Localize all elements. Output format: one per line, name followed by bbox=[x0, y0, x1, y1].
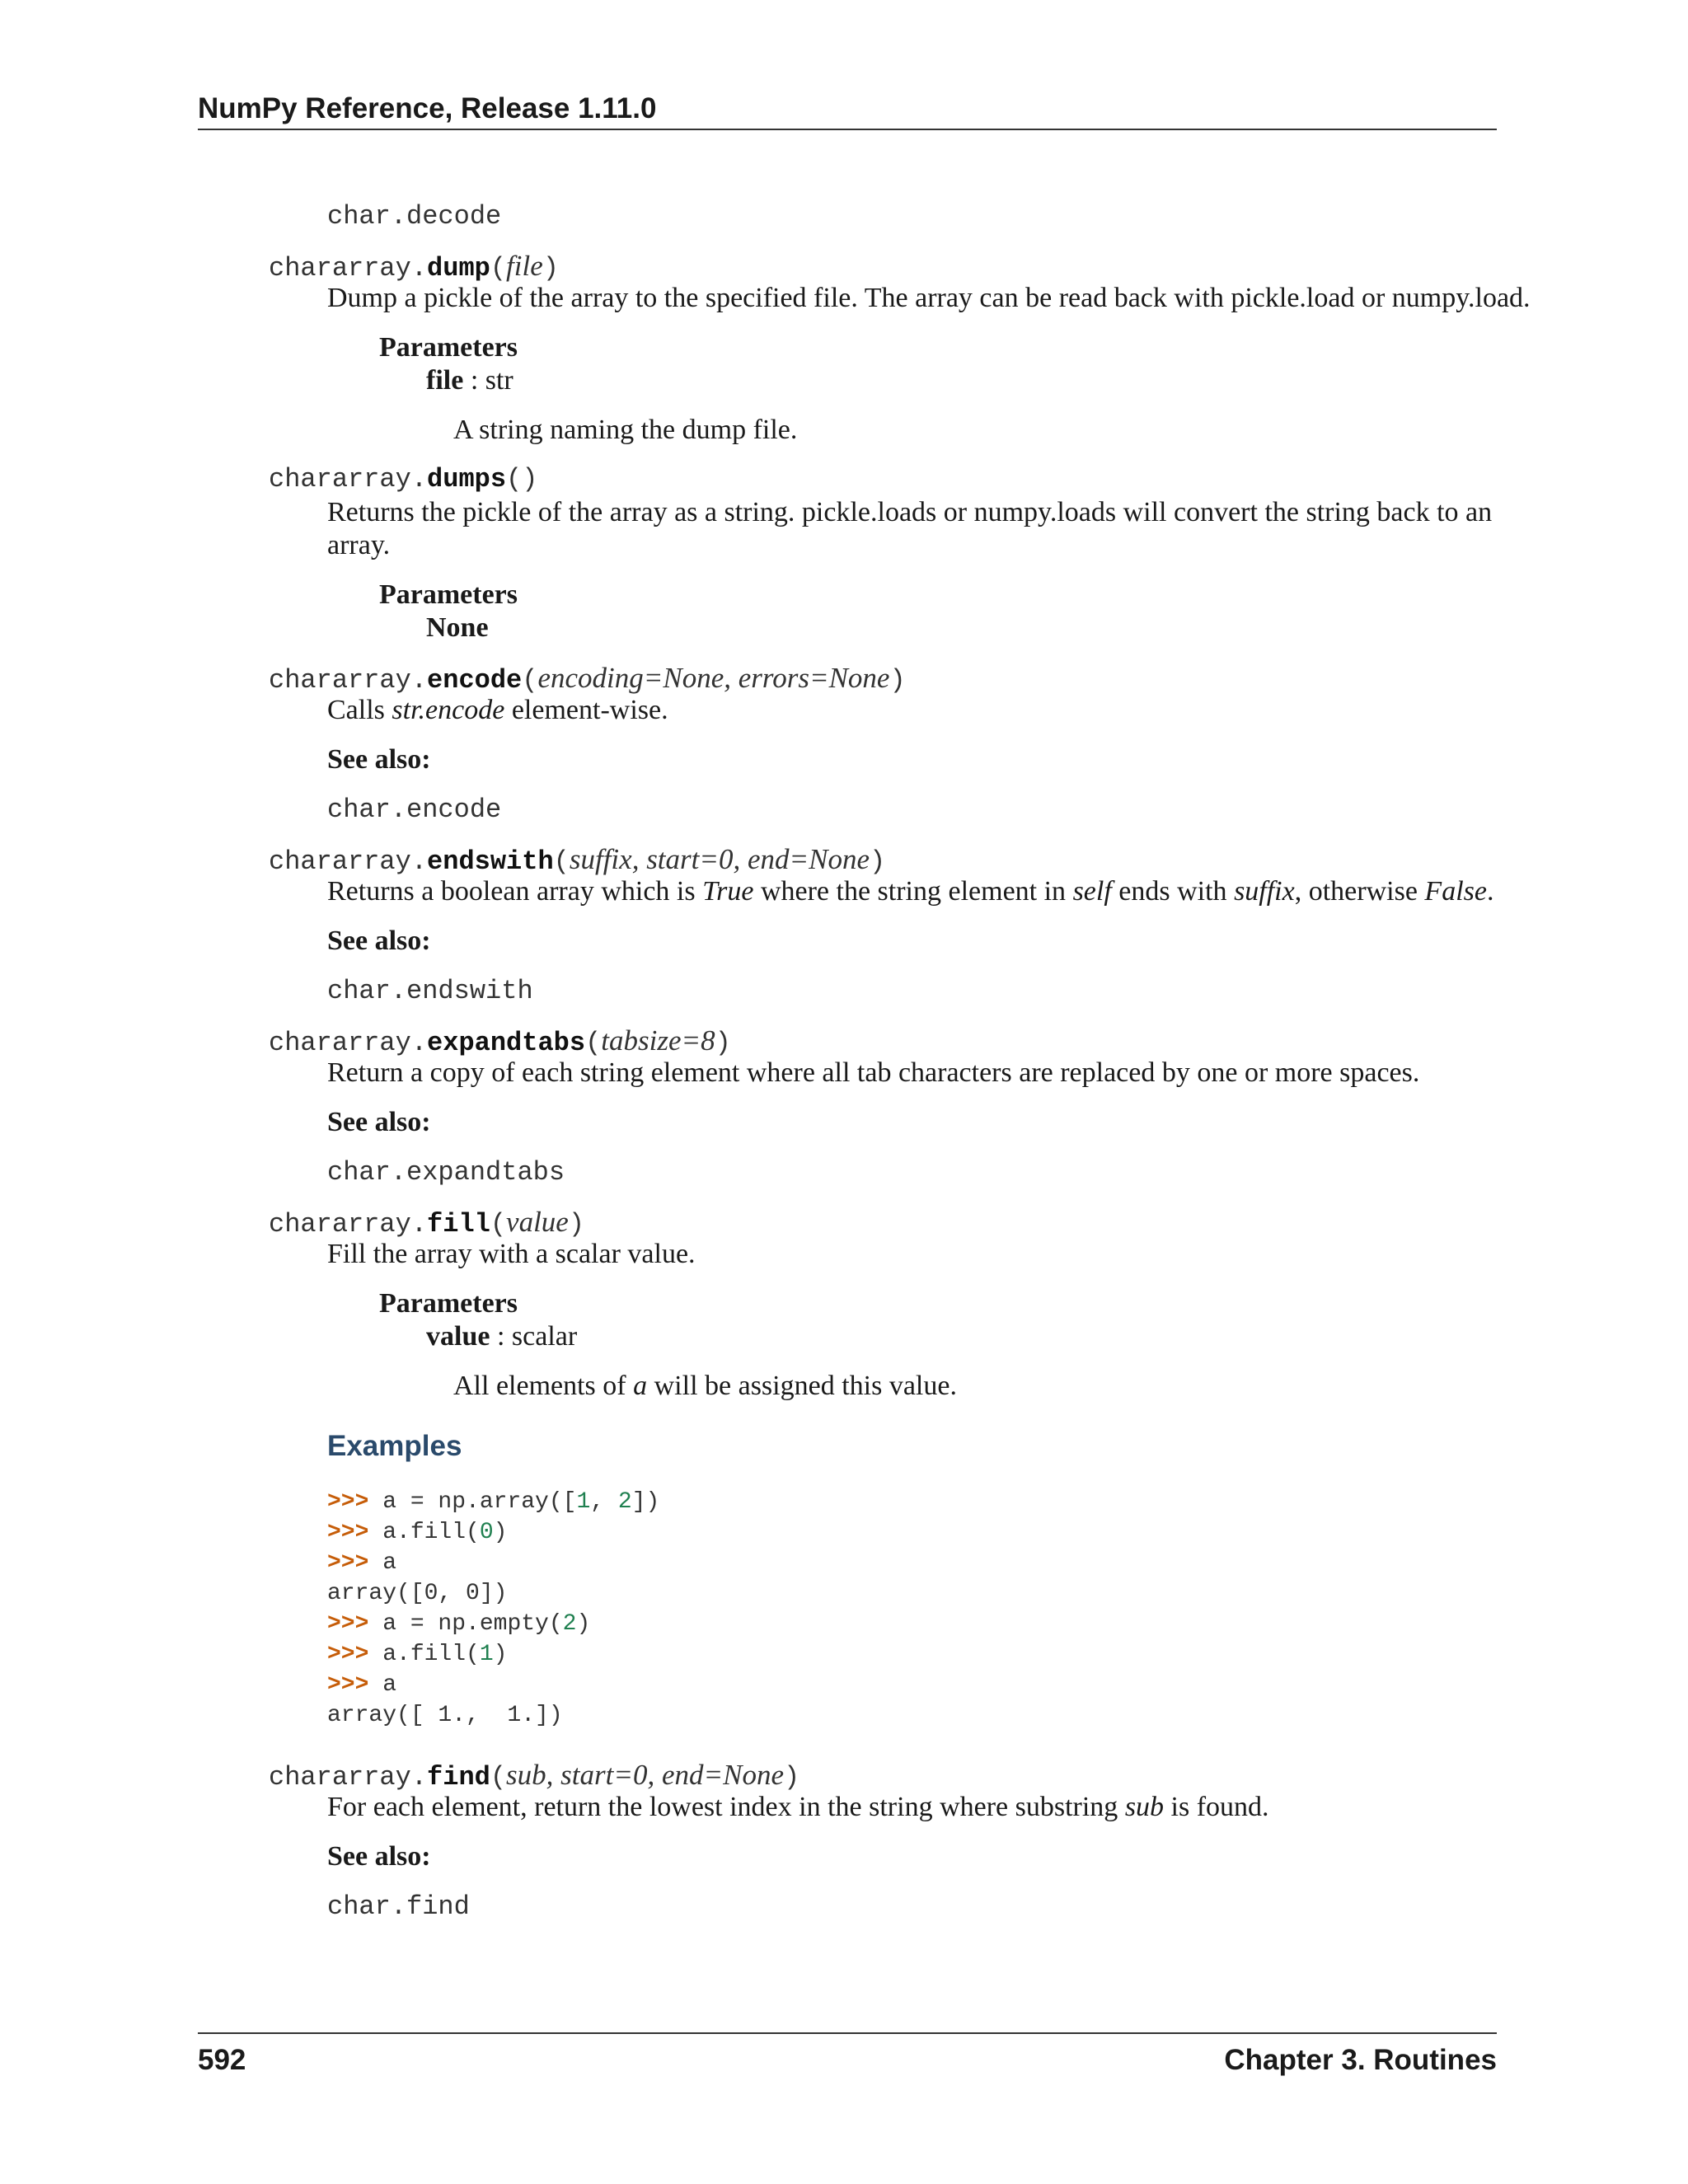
expandtabs-seealso-heading: See also: bbox=[327, 1107, 431, 1137]
dumps-signature: chararray.dumps() bbox=[269, 464, 538, 494]
find-seealso-ref[interactable]: char.find bbox=[327, 1891, 470, 1922]
chapter-title: Chapter 3. Routines bbox=[1224, 2044, 1497, 2076]
dump-parameters-heading: Parameters bbox=[379, 332, 518, 363]
encode-seealso-heading: See also: bbox=[327, 744, 431, 775]
code-line: >>> a = np.array([1, 2]) bbox=[327, 1489, 660, 1515]
page-number: 592 bbox=[198, 2044, 246, 2076]
expandtabs-seealso-ref[interactable]: char.expandtabs bbox=[327, 1157, 565, 1188]
fill-param-value: value : scalar bbox=[426, 1321, 578, 1352]
code-line: >>> a bbox=[327, 1550, 397, 1576]
dump-param-file: file : str bbox=[426, 365, 513, 396]
find-seealso-heading: See also: bbox=[327, 1841, 431, 1872]
page-header-title: NumPy Reference, Release 1.11.0 bbox=[198, 92, 657, 124]
code-line: >>> a.fill(1) bbox=[327, 1642, 508, 1667]
code-line: >>> a bbox=[327, 1672, 397, 1698]
find-signature: chararray.find(sub, start=0, end=None) bbox=[269, 1759, 800, 1793]
encode-description: Calls str.encode element-wise. bbox=[327, 695, 668, 725]
expandtabs-signature: chararray.expandtabs(tabsize=8) bbox=[269, 1024, 731, 1058]
fill-signature: chararray.fill(value) bbox=[269, 1206, 585, 1240]
dumps-parameters-heading: Parameters bbox=[379, 579, 518, 610]
dumps-description-line2: array. bbox=[327, 530, 391, 560]
encode-seealso-ref[interactable]: char.encode bbox=[327, 794, 502, 825]
dump-signature: chararray.dump(file) bbox=[269, 250, 559, 284]
endswith-seealso-ref[interactable]: char.endswith bbox=[327, 976, 533, 1006]
endswith-signature: chararray.endswith(suffix, start=0, end=None) bbox=[269, 843, 886, 877]
dumps-description-line1: Returns the pickle of the array as a string. pickle.loads or numpy.loads will convert the string back to an bbox=[327, 497, 1493, 527]
code-output-line: array([ 1., 1.]) bbox=[327, 1703, 563, 1728]
endswith-seealso-heading: See also: bbox=[327, 926, 431, 956]
code-line: >>> a.fill(0) bbox=[327, 1520, 508, 1545]
dump-description: Dump a pickle of the array to the specified file. The array can be read back with pickle.load or numpy.load. bbox=[327, 283, 1531, 313]
endswith-description: Returns a boolean array which is True where the string element in self ends with suffix, otherwise False. bbox=[327, 876, 1494, 907]
fill-param-value-desc: All elements of a will be assigned this value. bbox=[453, 1371, 957, 1401]
fill-parameters-heading: Parameters bbox=[379, 1288, 518, 1319]
encode-signature: chararray.encode(encoding=None, errors=None) bbox=[269, 662, 906, 696]
page-header bbox=[198, 92, 1497, 130]
find-description: For each element, return the lowest index in the string where substring sub is found. bbox=[327, 1792, 1269, 1822]
fill-description: Fill the array with a scalar value. bbox=[327, 1239, 696, 1269]
code-output-line: array([0, 0]) bbox=[327, 1581, 508, 1606]
fill-examples-code bbox=[327, 1487, 659, 1731]
dump-param-file-desc: A string naming the dump file. bbox=[453, 415, 798, 445]
decode-seealso-ref[interactable]: char.decode bbox=[327, 201, 502, 232]
code-line: >>> a = np.empty(2) bbox=[327, 1611, 591, 1637]
fill-examples-heading: Examples bbox=[327, 1430, 462, 1462]
dumps-param-none: None bbox=[426, 612, 489, 643]
page-footer bbox=[198, 2032, 1497, 2077]
expandtabs-description: Return a copy of each string element where all tab characters are replaced by one or more spaces. bbox=[327, 1057, 1420, 1088]
